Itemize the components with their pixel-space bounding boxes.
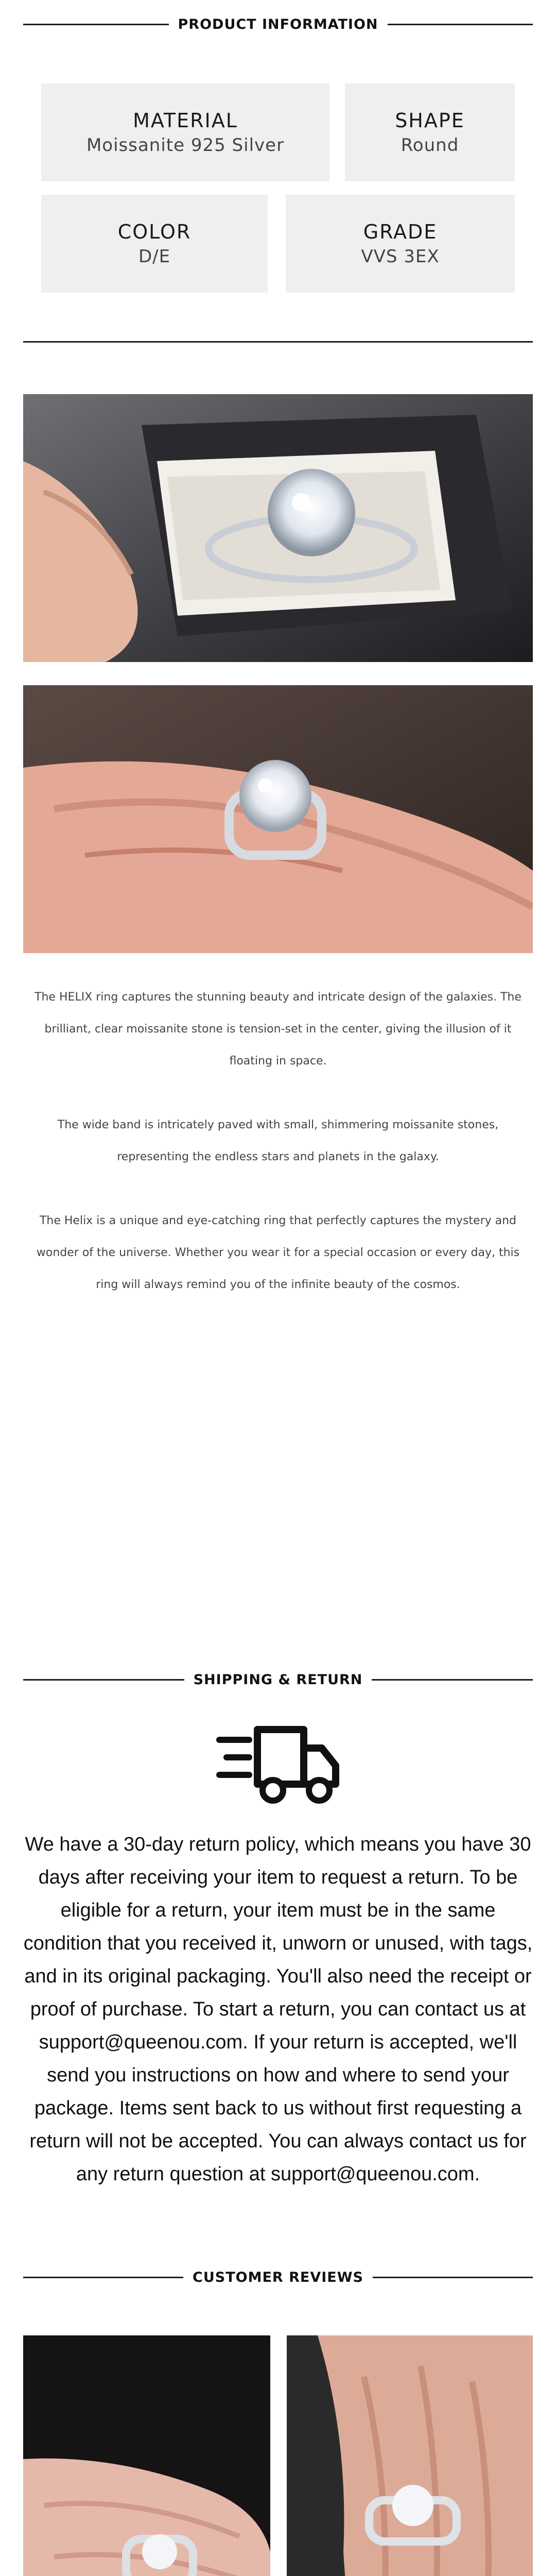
reviews-header xyxy=(23,2269,533,2285)
spec-color-value: D/E xyxy=(138,246,171,267)
description-paragraph: The Helix is a unique and eye-catching ring that perfectly captures the mystery and wonder of the universe. Whether you wear it for a special occasion or every day, this ring will always remind you of the infinite beauty of the cosmos. xyxy=(36,1214,520,1291)
shipping-header xyxy=(23,1672,533,1688)
spec-grade xyxy=(286,195,515,293)
divider-line xyxy=(372,1679,533,1681)
spec-shape-value: Round xyxy=(401,135,459,156)
spec-grade-value: VVS 3EX xyxy=(361,246,440,267)
product-info-heading: PRODUCT INFORMATION xyxy=(178,16,378,32)
shipping-heading: SHIPPING & RETURN xyxy=(193,1672,363,1688)
description-paragraph: The HELIX ring captures the stunning beauty and intricate design of the galaxies. The brilliant, clear moissanite stone is tension-set in the center, giving the illusion of it floating in space. xyxy=(34,991,522,1067)
product-description xyxy=(23,981,533,1301)
spec-material-label: MATERIAL xyxy=(133,109,238,132)
spec-grade-label: GRADE xyxy=(363,221,438,243)
spec-material xyxy=(41,83,329,181)
section-divider xyxy=(23,341,533,343)
delivery-truck-icon xyxy=(216,1723,340,1806)
divider-line xyxy=(23,2277,183,2278)
reviews-heading: CUSTOMER REVIEWS xyxy=(193,2269,363,2285)
return-policy-text: We have a 30-day return policy, which means you have 30 days after receiving your item to request a return. To be eligible for a return, your item must be in the same condition that you received it, unworn or unused, with tags, and in its original packaging. You'll also need the receipt or proof of purchase. To start a return, you can contact us at support@queenou.com. If your return is accepted, we'll send you instructions on how and where to send your package. Items sent back to us without first requesting a return will not be accepted. You can always contact us for any return question at support@queenou.com. xyxy=(23,1834,533,2185)
product-info-header xyxy=(23,16,533,32)
spec-shape xyxy=(345,83,515,181)
divider-line xyxy=(23,24,169,25)
review-photo-mia xyxy=(23,2335,270,2576)
spec-material-value: Moissanite 925 Silver xyxy=(86,135,285,156)
spec-color-label: COLOR xyxy=(117,221,192,243)
ring-hand-photo xyxy=(23,685,533,953)
ring-box-photo xyxy=(23,394,533,662)
divider-line xyxy=(23,1679,184,1681)
divider-line xyxy=(373,2277,533,2278)
divider-line xyxy=(388,24,533,25)
review-photo-abigail xyxy=(287,2335,533,2576)
spec-shape-label: SHAPE xyxy=(395,109,465,132)
spec-color xyxy=(41,195,268,293)
description-paragraph: The wide band is intricately paved with small, shimmering moissanite stones, representing the endless stars and planets in the galaxy. xyxy=(57,1118,499,1163)
